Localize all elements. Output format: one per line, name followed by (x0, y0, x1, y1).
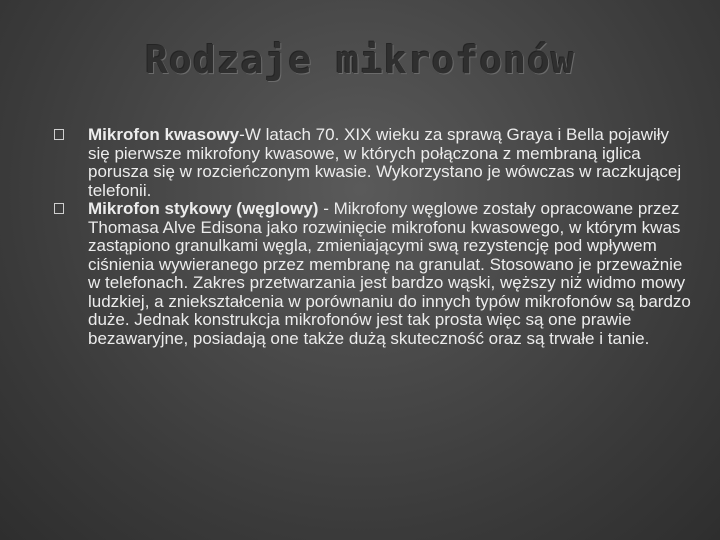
bullet-text (88, 125, 681, 200)
bullet-heading: Mikrofon kwasowy (88, 125, 240, 144)
bullet-body: W latach 70. XIX wieku za sprawą Graya i Bella pojawiły się pierwsze mikrofony kwasowe, w których połączona z membraną iglica porusza się w rozcieńczonym kwasie. Wykorzystano je wówczas w raczkującej telefonii. (88, 125, 682, 200)
bullet-item-acid-microphone (54, 126, 694, 200)
square-bullet-icon (54, 129, 64, 140)
slide-title: Rodzaje mikrofonów (145, 38, 575, 82)
bullet-text (88, 199, 691, 348)
bullet-list (54, 126, 694, 348)
bullet-separator: - (318, 199, 334, 218)
bullet-separator: - (239, 125, 245, 144)
bullet-heading: Mikrofon stykowy (węglowy) (88, 199, 319, 218)
bullet-item-carbon-microphone (54, 200, 694, 348)
bullet-body: Mikrofony węglowe zostały opracowane przez Thomasa Alve Edisona jako rozwinięcie mikrofonu kwasowego, w którym kwas zastąpiono granulkami węgla, zmieniającymi swą rezystencję pod wpływem ciśnienia wywieranego przez membranę na granulat. Stosowano je przeważnie w telefonach. Zakres przetwarzania jest bardzo wąski, węższy niż widmo mowy ludzkiej, a zniekształcenia w porównaniu do innych typów mikrofonów są bardzo duże. Jednak konstrukcja mikrofonów jest tak prosta więc są one prawie bezawaryjne, posiadają one także dużą skuteczność oraz są trwałe i tanie. (88, 199, 691, 348)
square-bullet-icon (54, 203, 64, 214)
